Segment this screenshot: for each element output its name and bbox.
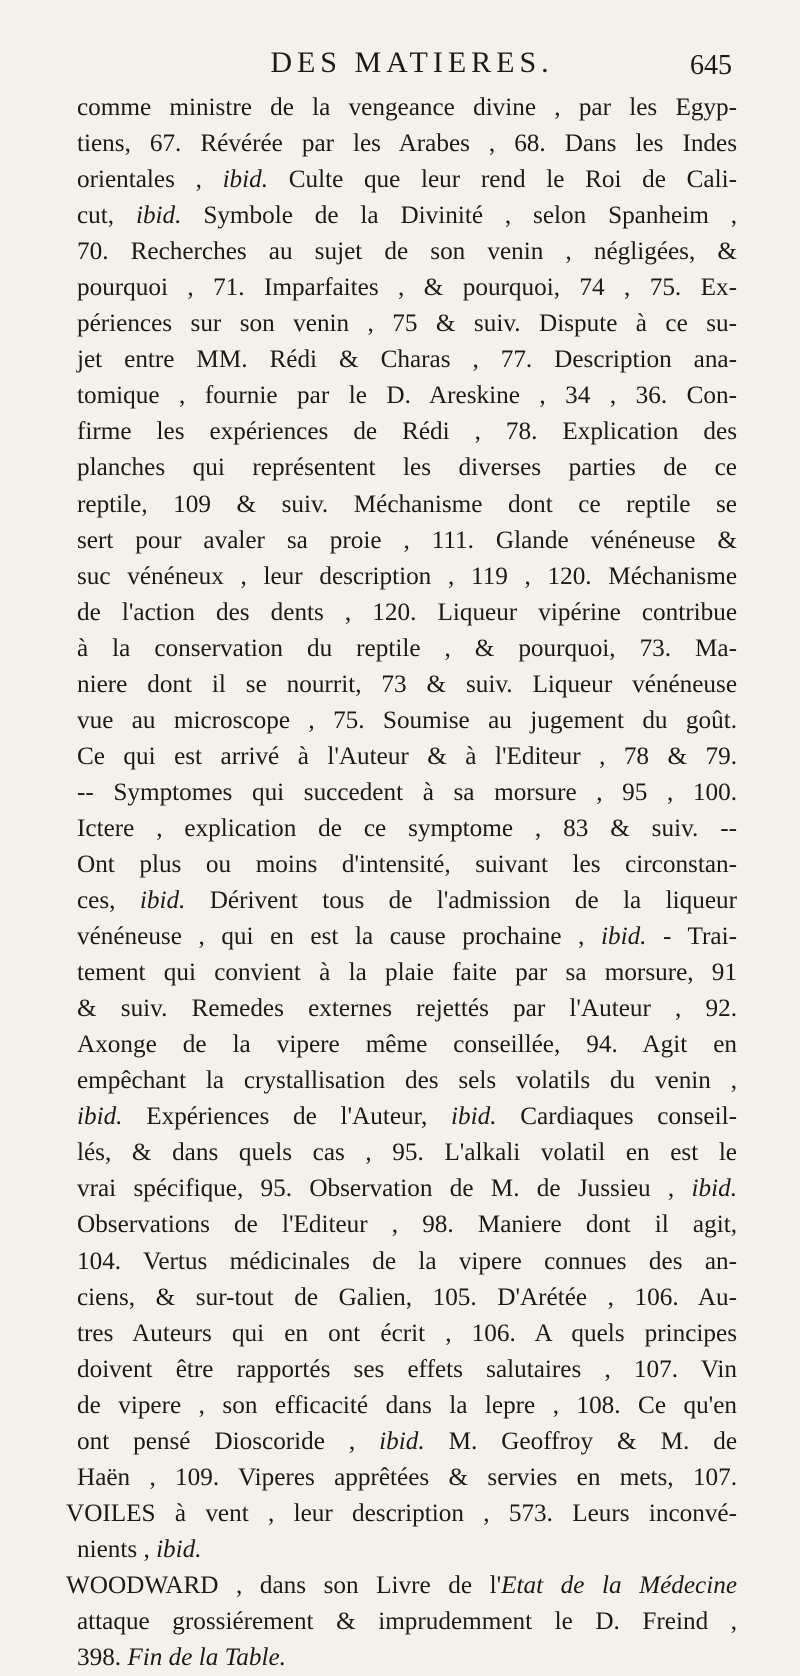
text-line bbox=[77, 198, 737, 234]
text-segment: 104. Vertus médicinales de la vipere connues des an- bbox=[77, 1247, 737, 1275]
text-line bbox=[77, 306, 737, 342]
text-line bbox=[77, 90, 737, 126]
text-segment: Ont plus ou moins d'intensité, suivant les circonstan- bbox=[77, 850, 737, 878]
text-segment: tiens, 67. Révérée par les Arabes , 68. Dans les Indes bbox=[77, 130, 737, 158]
text-line bbox=[77, 667, 737, 703]
text-line bbox=[77, 487, 737, 523]
text-segment: 398. bbox=[77, 1644, 128, 1672]
italic-segment: ibid. bbox=[600, 923, 647, 951]
text-line bbox=[77, 847, 737, 883]
text-line bbox=[77, 342, 737, 378]
text-segment: & suiv. Remedes externes rejettés par l'Auteur , 92. bbox=[77, 995, 737, 1023]
text-line bbox=[77, 1316, 737, 1352]
text-segment: de l'action des dents , 120. Liqueur vipérine contribue bbox=[77, 598, 737, 626]
text-segment: nients , bbox=[77, 1535, 157, 1563]
text-segment: Axonge de la vipere même conseillée, 94. Agit en bbox=[77, 1031, 737, 1059]
text-line bbox=[77, 1640, 737, 1676]
text-segment: ciens, & sur-tout de Galien, 105. D'Arétée , 106. Au- bbox=[77, 1283, 737, 1311]
text-segment: - Trai- bbox=[646, 923, 737, 951]
text-segment: ces, bbox=[77, 887, 140, 915]
text-line bbox=[77, 1244, 737, 1280]
text-line bbox=[77, 739, 737, 775]
text-line bbox=[77, 1099, 737, 1135]
text-segment: cut, bbox=[77, 202, 136, 230]
text-segment: firme les expériences de Rédi , 78. Explication des bbox=[77, 418, 737, 446]
text-segment: jet entre MM. Rédi & Charas , 77. Description ana- bbox=[77, 346, 737, 374]
text-line bbox=[77, 631, 737, 667]
text-segment: Haën , 109. Viperes apprêtées & servies en mets, 107. bbox=[77, 1463, 737, 1491]
italic-segment: ibid. bbox=[222, 166, 269, 194]
text-segment: de vipere , son efficacité dans la lepre , 108. Ce qu'en bbox=[77, 1391, 737, 1419]
text-segment: vénéneuse , qui en est la cause prochaine , bbox=[77, 923, 601, 951]
text-line bbox=[77, 414, 737, 450]
text-segment: VOILES à vent , leur description , 573. Leurs inconvé- bbox=[66, 1499, 737, 1527]
text-line bbox=[77, 1280, 737, 1316]
italic-segment: ibid. bbox=[156, 1535, 202, 1563]
text-segment: niere dont il se nourrit, 73 & suiv. Liqueur vénéneuse bbox=[77, 670, 737, 698]
text-line bbox=[77, 1604, 737, 1640]
text-line bbox=[77, 234, 737, 270]
text-segment: Culte que leur rend le Roi de Cali- bbox=[268, 166, 737, 194]
text-line bbox=[77, 1027, 737, 1063]
text-line bbox=[77, 811, 737, 847]
text-line bbox=[77, 1352, 737, 1388]
text-segment: orientales , bbox=[77, 166, 223, 194]
text-segment: tomique , fournie par le D. Areskine , 34 , 36. Con- bbox=[77, 382, 737, 410]
text-line bbox=[77, 162, 737, 198]
text-segment: pourquoi , 71. Imparfaites , & pourquoi, 74 , 75. Ex- bbox=[77, 274, 737, 302]
text-segment: Observations de l'Editeur , 98. Maniere dont il agit, bbox=[77, 1211, 737, 1239]
text-segment: doivent être rapportés ses effets salutaires , 107. Vin bbox=[77, 1355, 737, 1383]
text-segment: Cardiaques conseil- bbox=[496, 1103, 737, 1131]
text-segment: comme ministre de la vengeance divine , par les Egyp- bbox=[77, 94, 737, 121]
text-segment: Ce qui est arrivé à l'Auteur & à l'Editeur , 78 & 79. bbox=[77, 742, 737, 770]
running-title: DES MATIERES. bbox=[270, 46, 554, 79]
running-header bbox=[92, 44, 732, 88]
text-segment: M. Geoffroy & M. de bbox=[424, 1427, 737, 1455]
index-text-block bbox=[66, 90, 738, 1676]
text-segment: Symbole de la Divinité , selon Spanheim , bbox=[181, 202, 737, 230]
text-line bbox=[77, 883, 737, 919]
text-segment: attaque grossiérement & imprudemment le D. Freind , bbox=[77, 1607, 737, 1635]
text-line bbox=[66, 1568, 737, 1604]
text-line bbox=[66, 1496, 737, 1532]
text-segment: tres Auteurs qui en ont écrit , 106. A quels principes bbox=[77, 1319, 737, 1347]
text-segment: WOODWARD , dans son Livre de l' bbox=[66, 1571, 502, 1599]
text-line bbox=[77, 703, 737, 739]
text-segment: sert pour avaler sa proie , 111. Glande vénéneuse & bbox=[77, 526, 737, 554]
text-line bbox=[77, 523, 737, 559]
text-line bbox=[77, 595, 737, 631]
text-segment: vue au microscope , 75. Soumise au jugement du goût. bbox=[77, 706, 737, 734]
italic-segment: ibid. bbox=[135, 202, 182, 230]
italic-segment: ibid. bbox=[77, 1103, 123, 1131]
text-line bbox=[77, 1063, 737, 1099]
italic-segment: Fin de la Table. bbox=[127, 1644, 286, 1672]
text-line bbox=[77, 955, 737, 991]
italic-segment: ibid. bbox=[379, 1427, 425, 1455]
italic-segment: ibid. bbox=[451, 1103, 497, 1131]
text-segment: à la conservation du reptile , & pourquoi, 73. Ma- bbox=[77, 634, 737, 662]
italic-segment: Etat de la Médecine bbox=[501, 1571, 738, 1599]
text-segment: 70. Recherches au sujet de son venin , négligées, & bbox=[77, 238, 737, 266]
text-line bbox=[77, 1460, 737, 1496]
text-segment: reptile, 109 & suiv. Méchanisme dont ce reptile se bbox=[77, 490, 737, 518]
text-line bbox=[77, 270, 737, 306]
text-segment: planches qui représentent les diverses parties de ce bbox=[77, 454, 737, 482]
page-number: 645 bbox=[690, 50, 732, 81]
text-line bbox=[77, 1135, 737, 1171]
text-line bbox=[77, 126, 737, 162]
text-line bbox=[77, 450, 737, 486]
text-segment: -- Symptomes qui succedent à sa morsure , 95 , 100. bbox=[77, 778, 737, 806]
text-segment: vrai spécifique, 95. Observation de M. de Jussieu , bbox=[77, 1175, 692, 1203]
text-segment: Ictere , explication de ce symptome , 83 & suiv. -- bbox=[77, 814, 737, 842]
text-segment: tement qui convient à la plaie faite par sa morsure, 91 bbox=[77, 959, 737, 987]
italic-segment: ibid. bbox=[691, 1175, 737, 1203]
text-line bbox=[77, 775, 737, 811]
text-segment: empêchant la crystallisation des sels volatils du venin , bbox=[77, 1067, 737, 1095]
text-segment: lés, & dans quels cas , 95. L'alkali volatil en est le bbox=[77, 1139, 737, 1167]
text-line bbox=[77, 991, 737, 1027]
text-line bbox=[77, 378, 737, 414]
text-segment: ont pensé Dioscoride , bbox=[77, 1427, 380, 1455]
italic-segment: ibid. bbox=[139, 887, 186, 915]
text-segment: Expériences de l'Auteur, bbox=[122, 1103, 452, 1131]
text-segment: périences sur son venin , 75 & suiv. Dispute à ce su- bbox=[77, 310, 737, 338]
text-line bbox=[77, 919, 737, 955]
text-line bbox=[77, 1424, 737, 1460]
text-line bbox=[77, 1532, 737, 1568]
text-segment: Dérivent tous de l'admission de la liqueur bbox=[185, 887, 737, 915]
text-line bbox=[77, 1207, 737, 1243]
text-line bbox=[77, 1171, 737, 1207]
text-line bbox=[77, 559, 737, 595]
text-segment: suc vénéneux , leur description , 119 , 120. Méchanisme bbox=[77, 562, 737, 590]
text-line bbox=[77, 1388, 737, 1424]
